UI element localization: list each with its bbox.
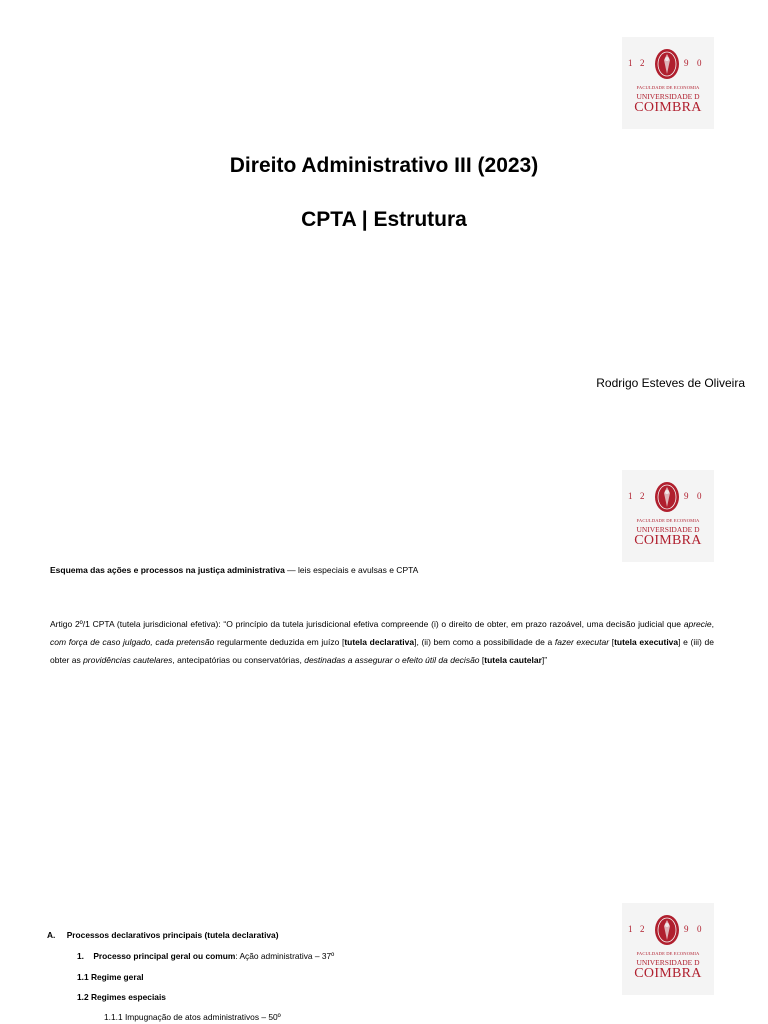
logo-year-digit: 0	[697, 58, 702, 68]
outline-item-a	[47, 930, 279, 940]
paragraph-italic: com força de caso julgado, cada pretensão	[50, 637, 215, 647]
paragraph-italic: destinadas a assegurar o efeito útil da decisão	[304, 655, 480, 665]
section-heading-bold: Esquema das ações e processos na justiça administrativa	[50, 565, 285, 575]
outline-item-1-1	[77, 972, 144, 982]
logo-year-digit: 1	[628, 924, 633, 934]
outline-label: Processo principal geral ou comum	[93, 951, 236, 961]
paragraph-bold: tutela declarativa	[344, 637, 415, 647]
outline-label-rest: : Ação administrativa – 37º	[235, 951, 335, 961]
outline-label: Processos declarativos principais (tutela declarativa)	[66, 930, 279, 940]
logo-university: UNIVERSIDADE D	[636, 525, 700, 534]
paragraph-italic: fazer executar	[554, 637, 610, 647]
university-seal-icon	[653, 47, 681, 81]
logo-city: COIMBRA	[634, 966, 702, 981]
logo-faculty: FACULDADE DE ECONOMIA	[636, 518, 700, 523]
logo-year-digit: 9	[684, 491, 689, 501]
outline-letter: A.	[47, 930, 56, 940]
paragraph-bold: tutela executiva	[614, 637, 679, 647]
paragraph-bold: tutela cautelar	[484, 655, 542, 665]
paragraph-text: , antecipatórias ou conservatórias,	[172, 655, 305, 665]
outline-item-1-1-1	[104, 1012, 281, 1022]
logo-university: UNIVERSIDADE D	[636, 92, 700, 101]
logo-year-digit: 1	[628, 58, 633, 68]
logo-city: COIMBRA	[634, 100, 702, 115]
logo-year-digit: 0	[697, 924, 702, 934]
paragraph-text: [	[479, 655, 485, 665]
document-subtitle: CPTA | Estrutura	[301, 208, 467, 231]
article-paragraph	[50, 615, 714, 669]
university-seal-icon	[653, 480, 681, 514]
outline-label: 1.1 Regime geral	[77, 972, 144, 982]
outline-item-1-2	[77, 992, 166, 1002]
logo-university: UNIVERSIDADE D	[636, 958, 700, 967]
outline-label: 1.1.1 Impugnação de atos administrativos – 50º	[104, 1012, 281, 1022]
paragraph-italic: providências cautelares	[83, 655, 173, 665]
paragraph-text: Artigo 2º/1 CPTA (tutela jurisdicional efetiva): “O princípio da tutela jurisdicional efetiva compreende (i) o direito de obter, em prazo razoável, uma decisão judicial que	[50, 619, 684, 629]
paragraph-text: ,	[711, 619, 714, 629]
logo-year-digit: 9	[684, 58, 689, 68]
paragraph-text: regularmente deduzida em juízo [	[214, 637, 345, 647]
university-logo	[622, 470, 714, 562]
author-name: Rodrigo Esteves de Oliveira	[596, 376, 745, 390]
logo-year-digit: 0	[697, 491, 702, 501]
logo-faculty: FACULDADE DE ECONOMIA	[636, 951, 700, 956]
paragraph-italic: aprecie	[683, 619, 712, 629]
paragraph-text: ], (ii) bem como a possibilidade de a	[414, 637, 555, 647]
section-heading-rest: — leis especiais e avulsas e CPTA	[284, 565, 419, 575]
section-heading	[50, 561, 714, 579]
paragraph-text: [	[609, 637, 615, 647]
logo-year-digit: 2	[640, 491, 645, 501]
logo-year-digit: 2	[640, 58, 645, 68]
logo-faculty: FACULDADE DE ECONOMIA	[636, 85, 700, 90]
paragraph-text: ]”	[541, 655, 548, 665]
logo-city: COIMBRA	[634, 533, 702, 548]
document-title: Direito Administrativo III (2023)	[229, 154, 539, 177]
logo-year-digit: 2	[640, 924, 645, 934]
logo-year-digit: 9	[684, 924, 689, 934]
outline-number: 1.	[77, 951, 84, 961]
logo-year-digit: 1	[628, 491, 633, 501]
outline-label: 1.2 Regimes especiais	[77, 992, 166, 1002]
paragraph-text: ] e (iii) de obter as	[50, 637, 714, 665]
outline-item-1	[77, 951, 334, 961]
university-logo	[622, 37, 714, 129]
university-seal-icon	[653, 913, 681, 947]
university-logo	[622, 903, 714, 995]
